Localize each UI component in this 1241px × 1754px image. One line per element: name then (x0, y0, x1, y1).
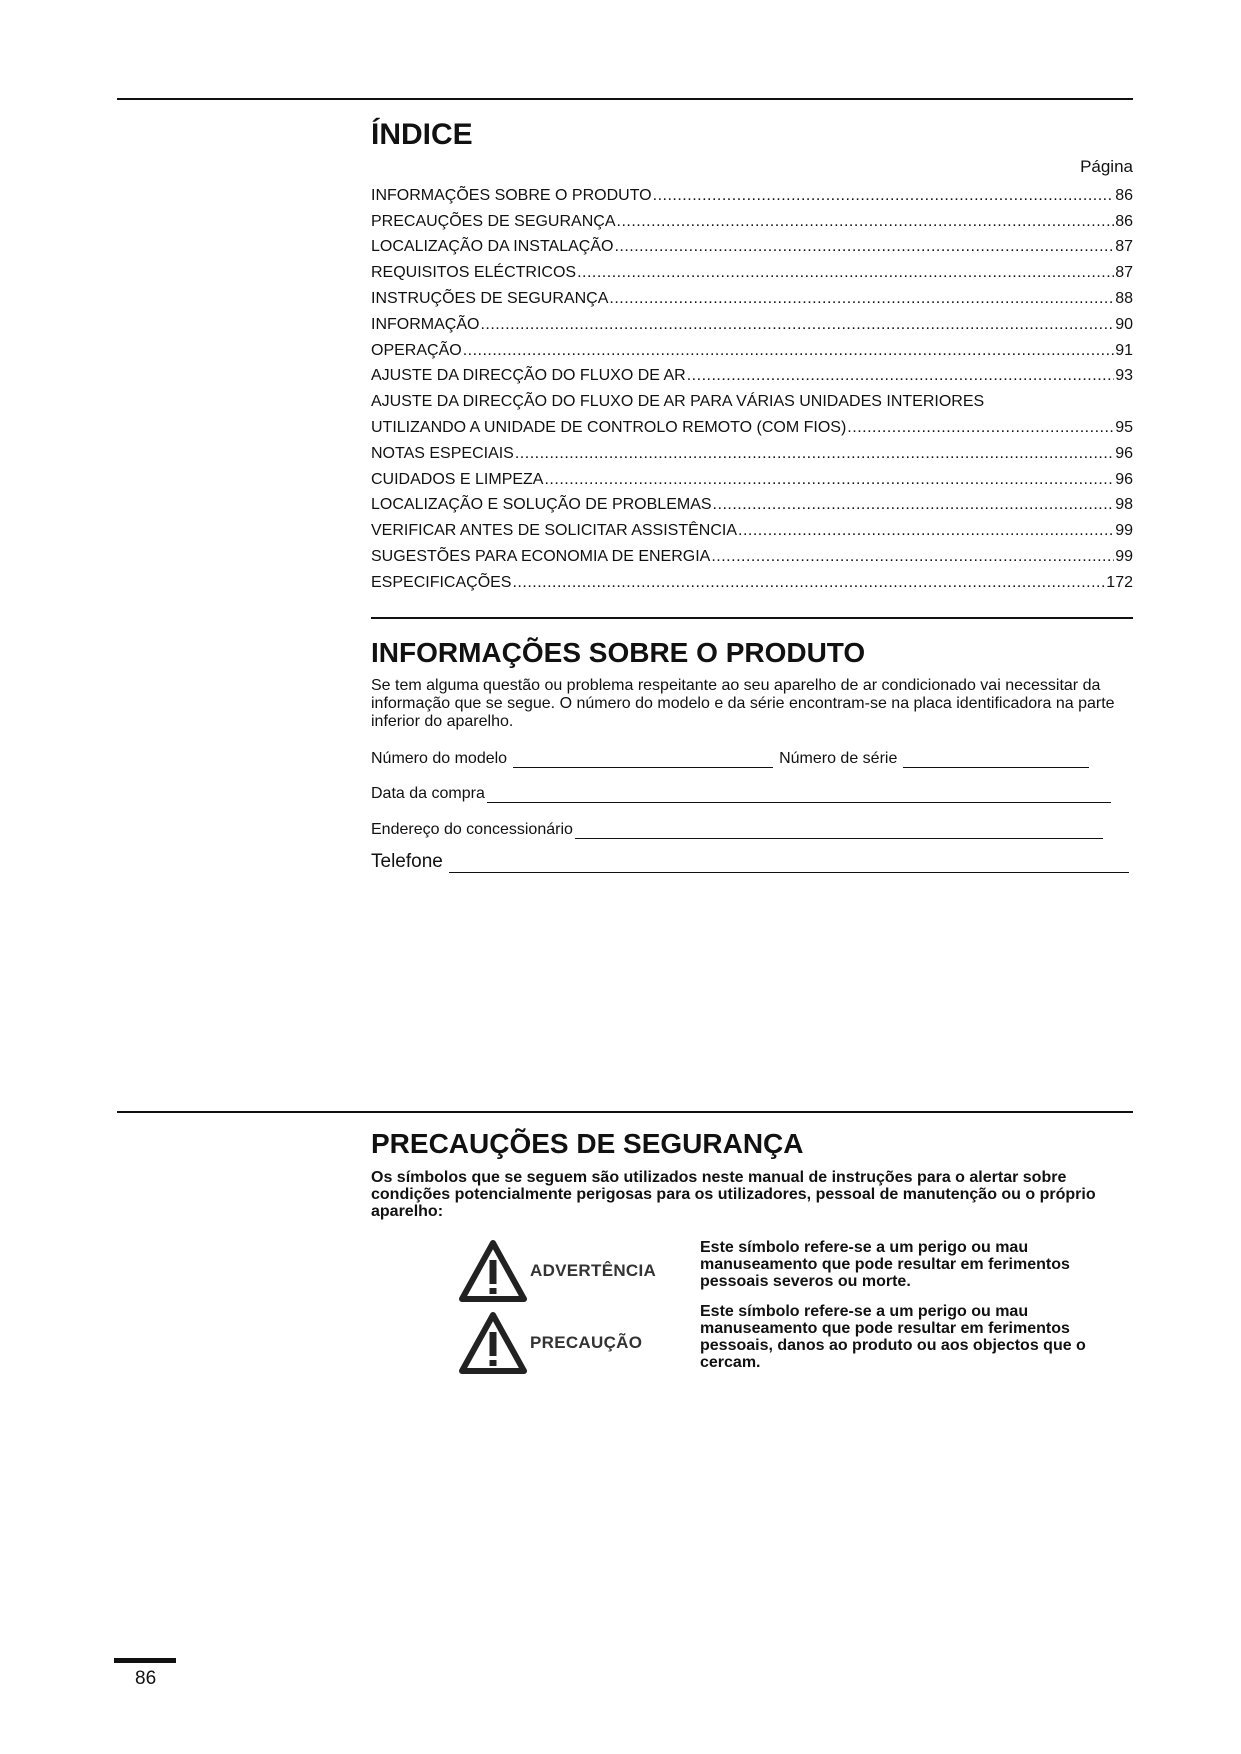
toc-entry (371, 257, 1133, 283)
model-number-blank (513, 766, 773, 768)
toc-leader-dots (687, 366, 1114, 386)
toc-entry-title: REQUISITOS ELÉCTRICOS (371, 264, 577, 282)
toc-entry (371, 361, 1133, 387)
toc-entry-title: INFORMAÇÃO (371, 315, 480, 333)
product-info-text: Se tem alguma questão ou problema respeitante ao seu aparelho de ar condicionado vai necessitar da informação que se segue. O número do modelo e da série encontram-se na placa identificadora na parte inferior do aparelho. (371, 677, 1115, 730)
toc-leader-dots (463, 341, 1115, 361)
toc-entry-page: 90 (1115, 315, 1133, 333)
warning-label: ADVERTÊNCIA (530, 1261, 657, 1280)
toc-entry-title: INFORMAÇÕES SOBRE O PRODUTO (371, 186, 652, 204)
toc-entry (371, 464, 1133, 490)
toc-leader-dots (512, 573, 1105, 593)
section-divider (117, 1111, 1133, 1113)
toc-entry-page: 91 (1115, 341, 1133, 359)
purchase-date-blank (487, 801, 1111, 803)
toc-leader-dots (515, 444, 1114, 464)
telephone-label: Telefone (371, 851, 443, 872)
toc-entry (371, 412, 1133, 438)
purchase-date-label: Data da compra (371, 785, 485, 802)
toc-leader-dots (480, 315, 1114, 335)
toc-entry (371, 309, 1133, 335)
section-divider (371, 617, 1133, 619)
toc-entry-page: 99 (1115, 547, 1133, 565)
toc-leader-dots (544, 470, 1114, 490)
toc-entry-title: INSTRUÇÕES DE SEGURANÇA (371, 289, 609, 307)
serial-number-label: Número de série (779, 750, 898, 767)
toc-leader-dots (617, 212, 1115, 232)
toc-entry-title: VERIFICAR ANTES DE SOLICITAR ASSISTÊNCIA (371, 522, 738, 540)
page-number: 86 (135, 1668, 157, 1689)
top-divider (117, 98, 1133, 100)
toc-entry (371, 283, 1133, 309)
toc-entry (371, 438, 1133, 464)
page-number-bar (114, 1658, 176, 1663)
serial-number-blank (903, 766, 1089, 768)
caution-label: PRECAUÇÃO (530, 1333, 643, 1352)
purchase-date-field (371, 785, 1111, 803)
caution-symbol (458, 1310, 668, 1376)
toc-entry-page: 87 (1115, 264, 1133, 282)
toc-entry (371, 567, 1133, 593)
toc-entry-title: LOCALIZAÇÃO DA INSTALAÇÃO (371, 238, 614, 256)
dealer-address-blank (575, 837, 1103, 839)
safety-precautions-title: PRECAUÇÕES DE SEGURANÇA (371, 1128, 804, 1159)
toc-leader-dots (609, 289, 1114, 309)
toc-entry (371, 386, 1133, 412)
telephone-blank (449, 871, 1129, 873)
caution-description: Este símbolo refere-se a um perigo ou mau manuseamento que pode resultar em ferimentos pessoais, danos ao produto ou aos objectos que o cercam. (700, 1303, 1086, 1371)
toc-entry-page: 96 (1115, 444, 1133, 462)
caution-triangle-icon (458, 1310, 528, 1376)
toc-leader-dots (614, 237, 1114, 257)
toc-entry (371, 541, 1133, 567)
toc-entry (371, 180, 1133, 206)
toc-leader-dots (847, 418, 1114, 438)
toc-entry (371, 335, 1133, 361)
toc-leader-dots (738, 521, 1114, 541)
toc-entry-page: 87 (1115, 238, 1133, 256)
safety-precautions-intro: Os símbolos que se seguem são utilizados neste manual de instruções para o alertar sobre condições potencialmente perigosas para os utilizadores, pessoal de manutenção ou o próprio aparelho: (371, 1169, 1096, 1220)
toc-entry-page: 96 (1115, 470, 1133, 488)
toc-leader-dots (653, 186, 1115, 206)
warning-symbol (458, 1238, 668, 1304)
dealer-address-label: Endereço do concessionário (371, 821, 573, 838)
toc-leader-dots (713, 495, 1115, 515)
toc-entry-page: 172 (1106, 573, 1133, 591)
toc-entry-title: OPERAÇÃO (371, 341, 462, 359)
toc-entry-page: 98 (1115, 496, 1133, 514)
toc-entry-page: 86 (1115, 212, 1133, 230)
dealer-address-field (371, 821, 1103, 839)
toc-leader-dots (577, 263, 1114, 283)
toc-entry-title: AJUSTE DA DIRECÇÃO DO FLUXO DE AR (371, 367, 686, 385)
toc-entry-title: UTILIZANDO A UNIDADE DE CONTROLO REMOTO (COM FIOS) (371, 418, 847, 436)
toc-entry-page: 86 (1115, 186, 1133, 204)
toc-entry-page: 88 (1115, 289, 1133, 307)
toc-entry (371, 515, 1133, 541)
toc-entry-title: ESPECIFICAÇÕES (371, 573, 512, 591)
telephone-field (371, 851, 1129, 873)
warning-triangle-icon (458, 1238, 528, 1304)
toc-entry-page: 93 (1115, 367, 1133, 385)
toc-title: ÍNDICE (371, 118, 473, 151)
toc-entry (371, 206, 1133, 232)
toc-entry-title: AJUSTE DA DIRECÇÃO DO FLUXO DE AR PARA VÁRIAS UNIDADES INTERIORES (371, 393, 985, 411)
product-info-title: INFORMAÇÕES SOBRE O PRODUTO (371, 637, 866, 668)
toc-leader-dots (711, 547, 1114, 567)
warning-description: Este símbolo refere-se a um perigo ou mau manuseamento que pode resultar em ferimentos pessoais severos ou morte. (700, 1239, 1070, 1290)
table-of-contents (371, 180, 1133, 593)
toc-entry-page: 95 (1115, 418, 1133, 436)
toc-entry-title: CUIDADOS E LIMPEZA (371, 470, 544, 488)
toc-entry-title: PRECAUÇÕES DE SEGURANÇA (371, 212, 616, 230)
toc-entry-title: LOCALIZAÇÃO E SOLUÇÃO DE PROBLEMAS (371, 496, 712, 514)
model-number-field (371, 750, 1089, 768)
page-column-label: Página (1080, 157, 1133, 176)
toc-entry-title: SUGESTÕES PARA ECONOMIA DE ENERGIA (371, 547, 711, 565)
toc-entry (371, 490, 1133, 516)
toc-entry-title: NOTAS ESPECIAIS (371, 444, 514, 462)
model-number-label: Número do modelo (371, 750, 508, 767)
toc-entry-page: 99 (1115, 522, 1133, 540)
toc-entry (371, 232, 1133, 258)
